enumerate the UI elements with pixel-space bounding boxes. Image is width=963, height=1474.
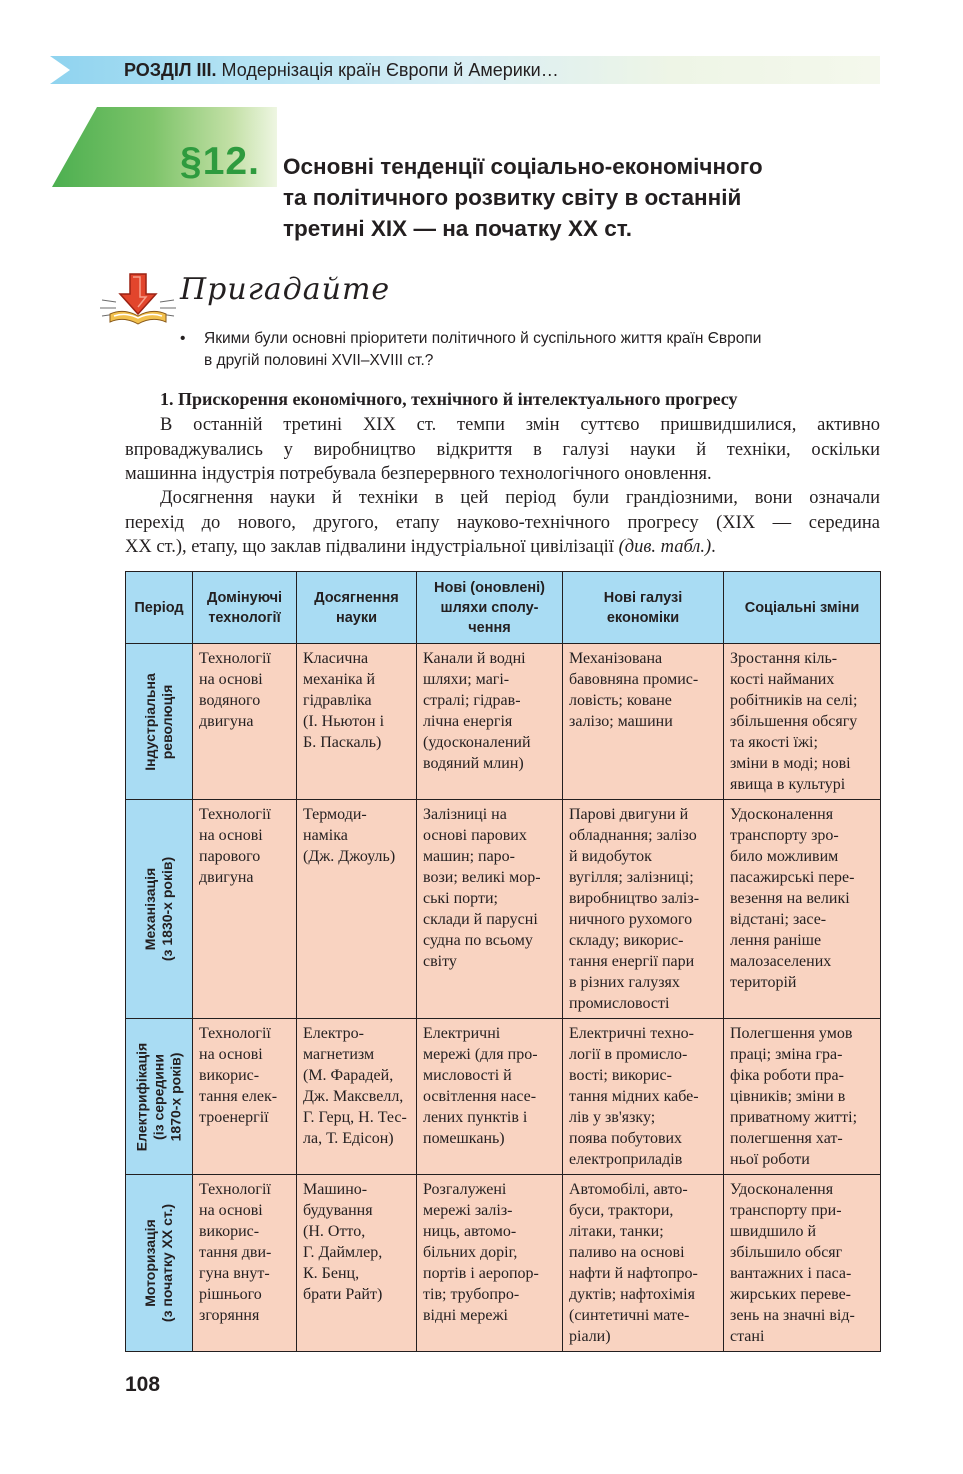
recall-question-line: в другій половині XVII–XVIII ст.?	[204, 352, 434, 369]
cell-line: ла, Т. Едісон)	[303, 1130, 394, 1147]
cell-line: двигуна	[199, 869, 254, 886]
cell-line: дуктів; нафтохімія	[569, 1286, 695, 1303]
cell-line: тання мідних кабе-	[569, 1088, 699, 1105]
cell-line: вості; викорис-	[569, 1067, 672, 1084]
body-line: Досягнення науки й техніки в цей період були грандіозними, вони означали	[160, 488, 880, 508]
cell-line: Розгалужені	[423, 1181, 507, 1198]
cell-line: Механізована	[569, 650, 663, 667]
period-cell	[126, 800, 193, 1019]
cell-line: нафти й нафтопро-	[569, 1265, 698, 1282]
cell-line: везення на великі	[730, 890, 850, 907]
period-label-line: Механізація	[142, 867, 158, 951]
section-title: Модернізація країн Європи й Америки…	[221, 60, 559, 80]
body-line: машинна індустрія потребувала безперервного технологічного оновлення.	[125, 464, 712, 484]
cell-line: стралі; гідрав-	[423, 692, 521, 709]
cell-line: бавовняна промис-	[569, 671, 699, 688]
bullet: •	[180, 330, 186, 347]
body-line: В останній третині XIX ст. темпи змін суттєво пришвидшилися, активно	[160, 415, 880, 435]
table-header-row	[126, 572, 881, 644]
table-cell	[193, 644, 297, 800]
header-line: Нові (оновлені)	[433, 579, 546, 596]
cell-line: ньої роботи	[730, 1151, 810, 1168]
cell-line: троенергії	[199, 1109, 269, 1126]
cell-line: ріали)	[569, 1328, 611, 1345]
cell-line: цівників; зміни в	[730, 1088, 846, 1105]
header-line: чення	[468, 619, 511, 636]
cell-line: ничного рухомого	[569, 911, 693, 928]
table-header-cell	[724, 572, 881, 644]
cell-line: Г. Герц, Н. Тес-	[303, 1109, 407, 1126]
cell-line: зень на значні від-	[730, 1307, 855, 1324]
cell-line: викорис-	[199, 1223, 260, 1240]
cell-line: вози; великі мор-	[423, 869, 541, 886]
table-header-cell	[297, 572, 417, 644]
table-cell	[417, 644, 563, 800]
period-label	[134, 1042, 185, 1150]
cell-line: збільшило обсяг	[730, 1244, 843, 1261]
cell-line: логії в промисло-	[569, 1046, 688, 1063]
table-cell	[297, 1019, 417, 1175]
cell-line: полегшення хат-	[730, 1130, 843, 1147]
cell-line: двигуна	[199, 713, 254, 730]
header-line: Соціальні зміни	[744, 599, 860, 616]
cell-line: відні мережі	[423, 1307, 508, 1324]
cell-line: фіка роботи пра-	[730, 1067, 844, 1084]
cell-line: Б. Паскаль)	[303, 734, 382, 751]
cell-line: рішнього	[199, 1286, 262, 1303]
cell-line: Полегшення умов	[730, 1025, 853, 1042]
cell-line: Термоди-	[303, 806, 367, 823]
cell-line: (Дж. Джоуль)	[303, 848, 396, 865]
header-line: шляхи сполу-	[440, 599, 539, 616]
cell-line: Залізниці на	[423, 806, 507, 823]
cell-line: наміка	[303, 827, 348, 844]
cell-line: (Н. Отто,	[303, 1223, 366, 1240]
table-header-cell	[193, 572, 297, 644]
table-cell	[297, 1175, 417, 1352]
section-heading: 1. Прискорення економічного, технічного й інтелектуального прогресу	[160, 389, 738, 409]
cell-line: відстані; засе-	[730, 911, 827, 928]
cell-line: швидшило й	[730, 1223, 817, 1240]
body-paragraph-1	[125, 413, 880, 487]
cell-line: приватному житті;	[730, 1109, 858, 1126]
cell-line: мисловості й	[423, 1067, 512, 1084]
table-body	[126, 644, 881, 1352]
paragraph-title-line: Основні тенденції соціально-економічного	[283, 154, 763, 179]
cell-line: портів і аеропор-	[423, 1265, 539, 1282]
cell-line: явища в культурі	[730, 776, 846, 793]
cell-line: жирських переве-	[730, 1286, 852, 1303]
table-cell	[724, 800, 881, 1019]
period-label-line: (з початку XX ст.)	[159, 1203, 175, 1323]
table-cell	[417, 1019, 563, 1175]
header-line: технології	[208, 609, 281, 626]
cell-line: транспорту зро-	[730, 827, 839, 844]
cell-line: Електричні техно-	[569, 1025, 694, 1042]
technology-table	[125, 571, 881, 1352]
table-row	[126, 1175, 881, 1352]
period-cell	[126, 1019, 193, 1175]
cell-line: машин; паро-	[423, 848, 515, 865]
cell-line: будування	[303, 1202, 373, 1219]
cell-line: паливо на основі	[569, 1244, 685, 1261]
table-cell	[193, 1019, 297, 1175]
cell-line: зміни в моді; нові	[730, 755, 851, 772]
cell-line: ловість; коване	[569, 692, 672, 709]
cell-line: кості найманих	[730, 671, 835, 688]
table-cell	[724, 644, 881, 800]
cell-line: згоряння	[199, 1307, 260, 1324]
body-line: перехід до нового, другого, етапу науково-технічного прогресу (XIX — середина	[125, 512, 880, 533]
cell-line: в різних галузях	[569, 974, 680, 991]
cell-line: праці; зміна гра-	[730, 1046, 843, 1063]
cell-line: парового	[199, 848, 261, 865]
cell-line: електроприладів	[569, 1151, 683, 1168]
cell-line: гідравліка	[303, 692, 372, 709]
section-label: РОЗДІЛ III.	[124, 60, 217, 80]
cell-line: мережі (для про-	[423, 1046, 538, 1063]
running-head-notch	[50, 56, 70, 84]
cell-line: промисловості	[569, 995, 670, 1012]
cell-line: Класична	[303, 650, 369, 667]
cell-line: на основі	[199, 671, 263, 688]
cell-line: К. Бенц,	[303, 1265, 360, 1282]
cell-line: на основі	[199, 1202, 263, 1219]
cell-line: світу	[423, 953, 457, 970]
cell-line: Електричні	[423, 1025, 501, 1042]
period-label-line: Моторизація	[142, 1219, 158, 1307]
period-label	[142, 673, 176, 770]
cell-line: освітлення насе-	[423, 1088, 537, 1105]
cell-line: Технології	[199, 806, 271, 823]
cell-line: Технології	[199, 650, 271, 667]
table-cell	[724, 1019, 881, 1175]
table-cell	[563, 1019, 724, 1175]
cell-line: залізо; машини	[569, 713, 673, 730]
header-line: Нові галузі	[603, 589, 683, 606]
cell-line: Технології	[199, 1181, 271, 1198]
cell-line: (М. Фарадей,	[303, 1067, 394, 1084]
cell-line: поява побутових	[569, 1130, 683, 1147]
table-cell	[297, 644, 417, 800]
cell-line: тання елек-	[199, 1088, 278, 1105]
cell-line: гуна внут-	[199, 1265, 270, 1282]
paragraph-title-line: та політичного розвитку світу в останній	[283, 185, 742, 210]
cell-line: брати Райт)	[303, 1286, 383, 1303]
cell-line: лення раніше	[730, 932, 822, 949]
cell-line: Удосконалення	[730, 806, 834, 823]
cell-line: механіка й	[303, 671, 376, 688]
period-label-line: революція	[159, 684, 175, 759]
body-line-text: XX ст.), етапу, що заклав підвалини індустріальної цивілізації	[125, 537, 614, 557]
cell-line: водяного	[199, 692, 261, 709]
body-paragraph-2	[125, 486, 880, 560]
cell-line: виробництво заліз-	[569, 890, 700, 907]
period-label-line: (з 1830-х років)	[159, 856, 175, 962]
table-row	[126, 1019, 881, 1175]
recall-title: Пригадайте	[180, 272, 391, 307]
table-reference: (див. табл.)	[618, 537, 712, 557]
table-cell	[193, 800, 297, 1019]
cell-line: та якості їжі;	[730, 734, 818, 751]
cell-line: шляхи; магі-	[423, 671, 510, 688]
header-line: економіки	[606, 609, 680, 626]
cell-line: й видобуток	[569, 848, 652, 865]
cell-line: територій	[730, 974, 797, 991]
cell-line: Автомобілі, авто-	[569, 1181, 688, 1198]
body-line-last	[125, 535, 880, 560]
page-number: 108	[125, 1373, 161, 1396]
header-line: Домінуючі	[206, 589, 283, 606]
body-line: впроваджувались у виробництво відкриття в галузі науки й техніки, оскільки	[125, 439, 880, 460]
table-cell	[417, 1175, 563, 1352]
cell-line: вугілля; залізниці;	[569, 869, 694, 886]
table-header-cell	[126, 572, 193, 644]
cell-line: судна по всьому	[423, 932, 533, 949]
cell-line: на основі	[199, 827, 263, 844]
cell-line: (синтетичні мате-	[569, 1307, 690, 1324]
recall-question	[180, 328, 885, 372]
paragraph-title	[283, 151, 883, 244]
cell-line: Г. Даймлер,	[303, 1244, 383, 1261]
cell-line: склади й парусні	[423, 911, 538, 928]
cell-line: викорис-	[199, 1067, 260, 1084]
table-header-cell	[417, 572, 563, 644]
cell-line: літаки, танки;	[569, 1223, 664, 1240]
cell-line: обладнання; залізо	[569, 827, 697, 844]
cell-line: Зростання кіль-	[730, 650, 838, 667]
cell-line: Парові двигуни й	[569, 806, 689, 823]
paragraph-number: §12.	[180, 140, 260, 183]
cell-line: складу; викорис-	[569, 932, 684, 949]
cell-line: ниць, автомо-	[423, 1223, 517, 1240]
period-label-line: Електрифікація	[133, 1042, 150, 1151]
cell-line: буси, трактори,	[569, 1202, 674, 1219]
cell-line: водяний млин)	[423, 755, 524, 772]
cell-line: Дж. Максвелл,	[303, 1088, 404, 1105]
cell-line: тання дви-	[199, 1244, 272, 1261]
open-book-arrow-icon	[100, 270, 176, 330]
cell-line: збільшення обсягу	[730, 713, 858, 730]
header-line: науки	[335, 609, 378, 626]
cell-line: тання енергії пари	[569, 953, 695, 970]
cell-line: (удосконалений	[423, 734, 531, 751]
cell-line: основі парових	[423, 827, 527, 844]
cell-line: пасажирські пере-	[730, 869, 855, 886]
cell-line: ські порти;	[423, 890, 498, 907]
table-cell	[417, 800, 563, 1019]
cell-line: на основі	[199, 1046, 263, 1063]
period-label-line: Індустріальна	[142, 672, 158, 771]
cell-line: Канали й водні	[423, 650, 526, 667]
recall-question-list	[180, 328, 885, 372]
table-cell	[563, 800, 724, 1019]
cell-line: помешкань)	[423, 1130, 505, 1147]
table-row	[126, 644, 881, 800]
period-cell	[126, 644, 193, 800]
cell-line: більних доріг,	[423, 1244, 518, 1261]
cell-line: робітників на селі;	[730, 692, 858, 709]
table-cell	[563, 644, 724, 800]
cell-line: било можливим	[730, 848, 839, 865]
cell-line: лених пунктів і	[423, 1109, 528, 1126]
header-line: Період	[134, 599, 184, 616]
table-cell	[724, 1175, 881, 1352]
cell-line: транспорту при-	[730, 1202, 842, 1219]
cell-line: вантажних і паса-	[730, 1265, 852, 1282]
cell-line: малозаселених	[730, 953, 832, 970]
table-cell	[563, 1175, 724, 1352]
table-row	[126, 800, 881, 1019]
recall-question-line: Якими були основні пріоритети політичного й суспільного життя країн Європи	[204, 330, 762, 347]
cell-line: Електро-	[303, 1025, 364, 1042]
period-label-line: (із середини	[150, 1053, 167, 1140]
period-cell	[126, 1175, 193, 1352]
cell-line: лів у зв'язку;	[569, 1109, 656, 1126]
header-line: Досягнення	[314, 589, 399, 606]
cell-line: тів; трубопро-	[423, 1286, 520, 1303]
paragraph-title-line: третині XIX — на початку XX ст.	[283, 216, 633, 241]
cell-line: (І. Ньютон і	[303, 713, 385, 730]
table-cell	[297, 800, 417, 1019]
table-header-cell	[563, 572, 724, 644]
cell-line: стані	[730, 1328, 765, 1345]
period-label	[142, 1204, 176, 1322]
cell-line: магнетизм	[303, 1046, 375, 1063]
period-label	[142, 857, 176, 961]
period-label-line: 1870-х років)	[167, 1052, 184, 1141]
cell-line: мережі заліз-	[423, 1202, 513, 1219]
cell-line: Технології	[199, 1025, 271, 1042]
running-head	[124, 60, 559, 82]
cell-line: лічна енергія	[423, 713, 513, 730]
table-cell	[193, 1175, 297, 1352]
cell-line: Машино-	[303, 1181, 368, 1198]
body-line-end: .	[711, 537, 716, 557]
cell-line: Удосконалення	[730, 1181, 834, 1198]
